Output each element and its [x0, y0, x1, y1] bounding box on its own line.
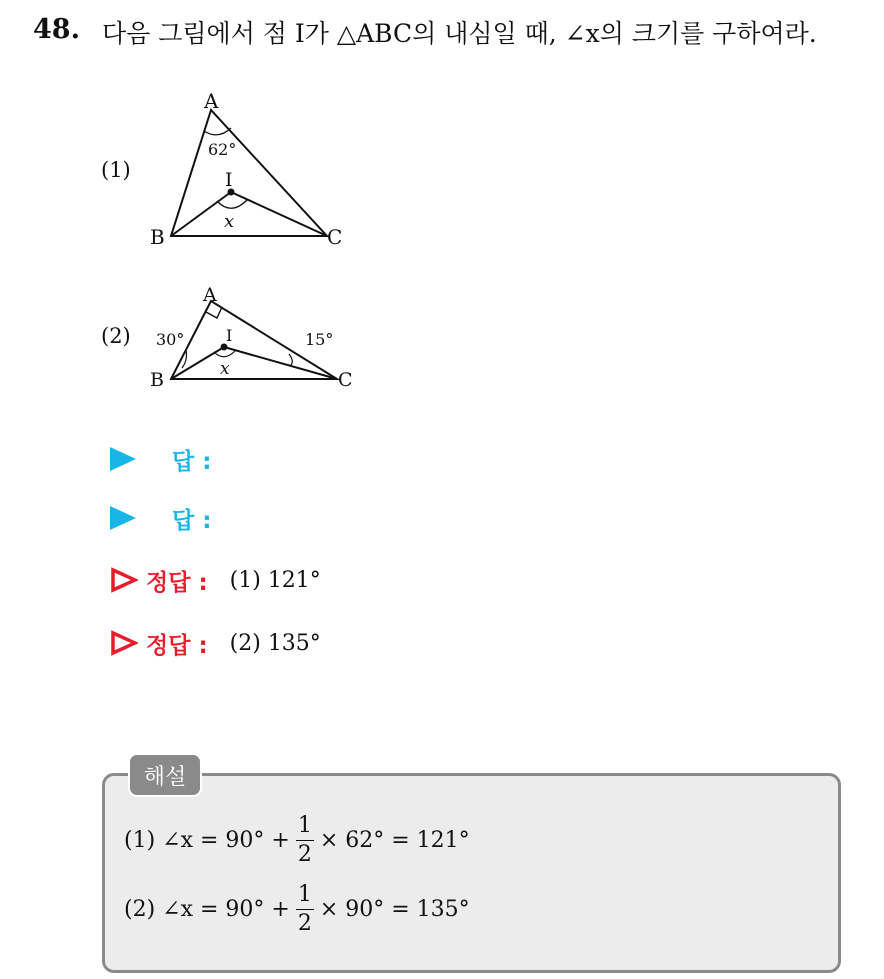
- angle-x-label-1: x: [224, 211, 235, 232]
- solution-value: (1) 121°: [229, 567, 321, 593]
- right-angle-mark-2: [206, 307, 222, 318]
- angle-arc-a-1: [204, 128, 231, 135]
- vertex-b-2: B: [150, 369, 164, 391]
- fraction: [296, 881, 314, 936]
- angle-x-label-2: x: [220, 359, 230, 379]
- explanation-suffix: × 62° = 121°: [319, 827, 470, 853]
- play-triangle-icon: [110, 447, 136, 471]
- vertex-i-1: I: [225, 169, 233, 191]
- figure1-label: (1): [101, 158, 131, 182]
- explanation-line-2: [124, 881, 470, 936]
- question-number: 48.: [33, 14, 80, 45]
- fraction-numerator: 1: [296, 815, 314, 841]
- solution-row-1: [110, 563, 321, 597]
- explanation-prefix: (1) ∠x = 90° +: [124, 827, 290, 853]
- solution-label: 정답 :: [146, 632, 208, 659]
- angle-c-label-2: 15°: [305, 330, 334, 349]
- angle-arc-x-1: [217, 200, 247, 208]
- fraction-numerator: 1: [296, 884, 314, 910]
- solution-row-2: [110, 626, 321, 660]
- figure2-triangle: [140, 282, 370, 392]
- figure2-label: (2): [101, 324, 131, 348]
- answer-row-2: [110, 501, 211, 535]
- explanation-suffix: × 90° = 135°: [319, 896, 470, 922]
- answer-label: 답 :: [172, 507, 212, 534]
- triangle-abc-1: [171, 110, 327, 236]
- segment-ci-1: [231, 192, 327, 236]
- vertex-a-2: A: [203, 284, 217, 306]
- explanation-line-1: [124, 812, 470, 867]
- explanation-tag: 해설: [128, 753, 202, 797]
- solution-label: 정답 :: [146, 569, 208, 596]
- answer-row-1: [110, 442, 211, 476]
- angle-b-label-2: 30°: [156, 330, 185, 349]
- fraction: [296, 812, 314, 867]
- segment-bi-1: [171, 192, 231, 236]
- fraction-denominator: 2: [297, 910, 312, 936]
- figure1-triangle: [140, 88, 360, 253]
- solution-value: (2) 135°: [229, 630, 321, 656]
- vertex-c-2: C: [338, 369, 353, 391]
- answer-label: 답 :: [172, 448, 212, 475]
- vertex-c-1: C: [327, 225, 343, 249]
- outline-triangle-icon: [110, 630, 138, 656]
- explanation-box: [102, 773, 841, 973]
- vertex-a-1: A: [204, 89, 219, 113]
- explanation-prefix: (2) ∠x = 90° +: [124, 896, 290, 922]
- vertex-b-1: B: [150, 225, 165, 249]
- question-text: 다음 그림에서 점 I가 △ABC의 내심일 때, ∠x의 크기를 구하여라.: [102, 19, 817, 48]
- fraction-denominator: 2: [297, 841, 312, 867]
- segment-ci-2: [224, 347, 337, 379]
- vertex-i-2: I: [226, 326, 233, 345]
- play-triangle-icon: [110, 506, 136, 530]
- outline-triangle-icon: [110, 567, 138, 593]
- angle-a-label-1: 62°: [208, 140, 237, 159]
- angle-arc-c-2: [289, 354, 292, 366]
